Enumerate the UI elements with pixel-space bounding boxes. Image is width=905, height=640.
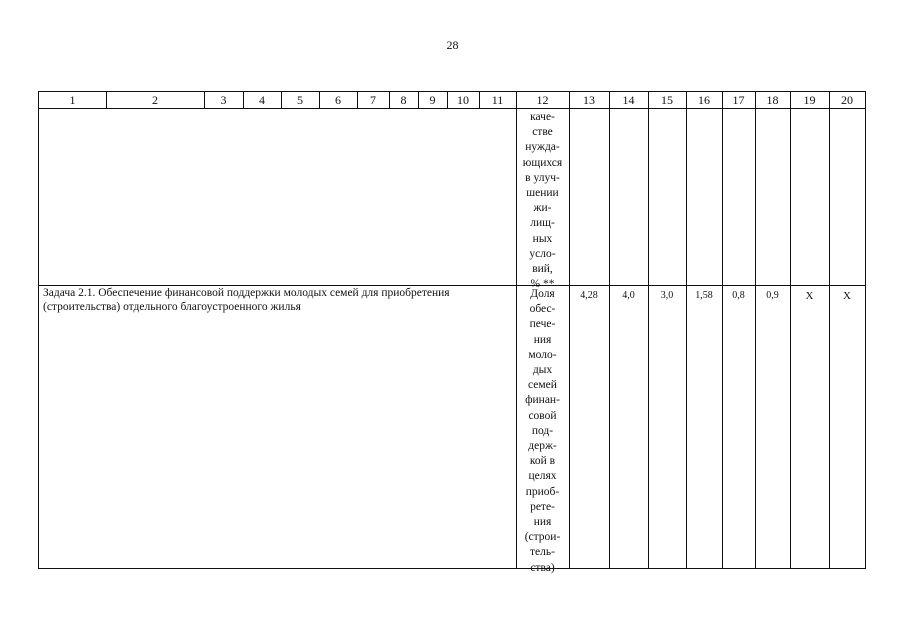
value-col-19: X (805, 290, 814, 302)
header-col-8: 8 (400, 93, 407, 107)
value-col-16: 1,58 (695, 290, 713, 301)
value-col-17: 0,8 (732, 290, 745, 301)
indicator-line: совой (528, 409, 557, 422)
col-divider (755, 92, 756, 568)
header-col-4: 4 (259, 93, 265, 107)
header-col-14: 14 (622, 93, 635, 107)
indicator-line: кой в (529, 455, 556, 468)
value-col-13: 4,28 (580, 290, 598, 301)
indicator-line: моло- (528, 348, 557, 361)
header-col-15: 15 (661, 93, 673, 107)
header-col-16: 16 (698, 93, 710, 107)
header-col-19: 19 (803, 93, 816, 107)
col-divider (829, 92, 830, 568)
header-col-11: 11 (491, 93, 504, 107)
value-col-20: X (843, 290, 851, 302)
indicator-line: жи- (533, 202, 552, 215)
col-divider (722, 92, 723, 568)
header-col-7: 7 (370, 93, 376, 107)
indicator-line: целях (528, 470, 557, 483)
indicator-line: стве (532, 126, 553, 139)
col-divider (569, 92, 570, 568)
indicator-line: нужда- (525, 141, 560, 154)
indicator-line: усло- (529, 247, 556, 260)
page-number: 28 (446, 38, 459, 52)
indicators-table (38, 91, 866, 574)
indicator-line: обес- (529, 303, 556, 316)
value-col-15: 3,0 (660, 290, 674, 301)
indicator-line: держ- (528, 440, 557, 453)
col-divider (609, 92, 610, 568)
col-divider (686, 92, 687, 568)
header-col-17: 17 (732, 93, 745, 107)
header-col-13: 13 (583, 93, 595, 107)
header-col-5: 5 (297, 93, 303, 107)
indicator-line: вий, (532, 263, 553, 276)
value-col-18: 0,9 (766, 290, 779, 301)
indicator-line: каче- (530, 111, 555, 123)
col-divider (790, 92, 791, 568)
header-row-divider (39, 108, 865, 109)
header-col-6: 6 (335, 93, 341, 107)
indicator-line: лищ- (530, 217, 555, 230)
indicator-line: ющихся (522, 156, 563, 169)
header-col-10: 10 (457, 93, 469, 107)
task-description: Задача 2.1. Обеспечение финансовой поддержки молодых семей для приобретения (строительства) отдельного благоустроенного жилья (43, 287, 450, 313)
header-col-18: 18 (766, 93, 779, 107)
header-col-2: 2 (152, 93, 158, 107)
indicator-line: ния (533, 516, 552, 529)
indicator-line: приоб- (525, 485, 560, 498)
header-col-12: 12 (536, 93, 549, 107)
header-col-20: 20 (841, 93, 853, 107)
indicator-line: ства) (530, 561, 555, 574)
indicator-line: семей (528, 379, 557, 392)
indicator-line: в улуч- (525, 171, 560, 184)
indicator-line: рете- (530, 500, 555, 513)
indicator-line: тель- (530, 546, 555, 559)
indicator-line: шении (526, 187, 559, 200)
continued-indicator-cell (516, 110, 569, 292)
indicator-line: пече- (529, 318, 556, 331)
value-col-14: 4,0 (622, 290, 635, 301)
header-col-3: 3 (220, 93, 227, 107)
indicator-line: финан- (525, 394, 560, 407)
indicator-line: дых (532, 364, 553, 377)
indicator-line: (строи- (524, 531, 561, 544)
indicator-line: Доля (530, 288, 555, 300)
header-col-1: 1 (69, 93, 76, 107)
indicator-line: ных (532, 232, 553, 245)
header-col-9: 9 (429, 93, 436, 107)
col-divider (648, 92, 649, 568)
indicator-line: под- (531, 424, 554, 437)
indicator-line: % ** (530, 278, 555, 291)
task-indicator-cell (516, 287, 569, 576)
indicator-line: ния (533, 333, 552, 346)
